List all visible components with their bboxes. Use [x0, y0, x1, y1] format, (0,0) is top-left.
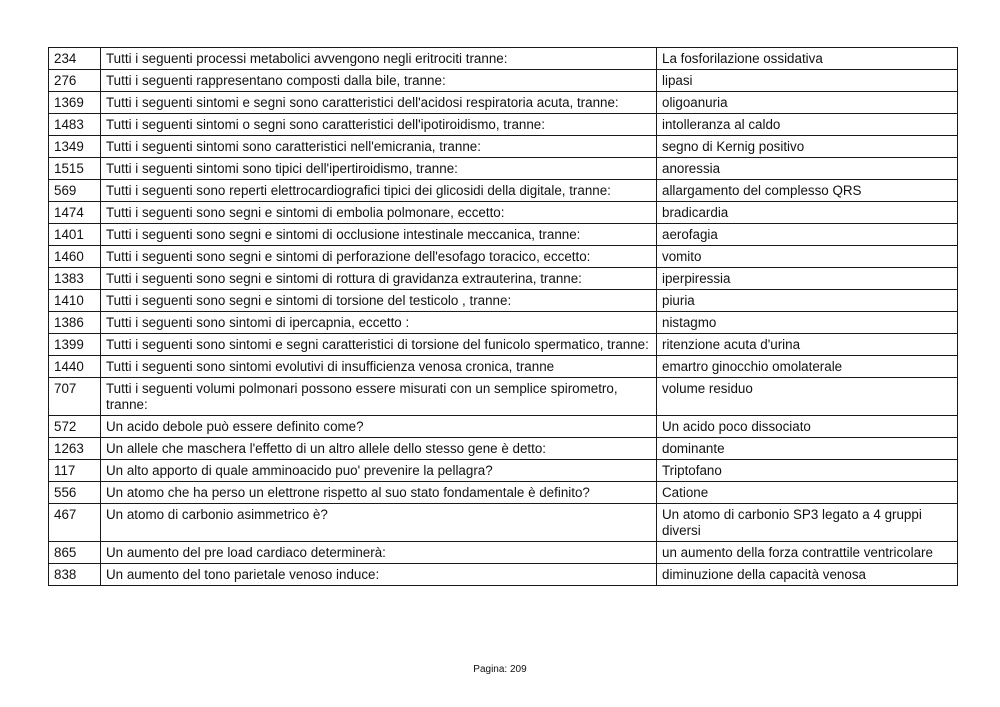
cell-answer: Triptofano — [657, 460, 958, 482]
table-row — [49, 202, 958, 224]
cell-question: Tutti i seguenti sintomi sono tipici dell'ipertiroidismo, tranne: — [101, 158, 657, 180]
cell-id: 1440 — [49, 356, 101, 378]
table-row — [49, 460, 958, 482]
cell-id: 467 — [49, 504, 101, 542]
cell-answer: vomito — [657, 246, 958, 268]
table-row — [49, 114, 958, 136]
table-row — [49, 564, 958, 586]
cell-answer: oligoanuria — [657, 92, 958, 114]
cell-answer: aerofagia — [657, 224, 958, 246]
table-row — [49, 268, 958, 290]
qa-table-body — [49, 48, 958, 586]
cell-answer: diminuzione della capacità venosa — [657, 564, 958, 586]
table-row — [49, 48, 958, 70]
cell-answer: emartro ginocchio omolaterale — [657, 356, 958, 378]
table-row — [49, 416, 958, 438]
table-row — [49, 378, 958, 416]
cell-answer: lipasi — [657, 70, 958, 92]
table-row — [49, 334, 958, 356]
cell-answer: volume residuo — [657, 378, 958, 416]
cell-answer: Un atomo di carbonio SP3 legato a 4 gruppi diversi — [657, 504, 958, 542]
cell-question: Un aumento del pre load cardiaco determinerà: — [101, 542, 657, 564]
cell-question: Un atomo che ha perso un elettrone rispetto al suo stato fondamentale è definito? — [101, 482, 657, 504]
cell-answer: La fosforilazione ossidativa — [657, 48, 958, 70]
cell-question: Tutti i seguenti rappresentano composti dalla bile, tranne: — [101, 70, 657, 92]
table-row — [49, 92, 958, 114]
table-row — [49, 224, 958, 246]
table-row — [49, 158, 958, 180]
cell-id: 1474 — [49, 202, 101, 224]
cell-id: 838 — [49, 564, 101, 586]
cell-id: 1349 — [49, 136, 101, 158]
cell-answer: iperpiressia — [657, 268, 958, 290]
cell-question: Un atomo di carbonio asimmetrico è? — [101, 504, 657, 542]
cell-question: Tutti i seguenti sono segni e sintomi di torsione del testicolo , tranne: — [101, 290, 657, 312]
cell-question: Un alto apporto di quale amminoacido puo' prevenire la pellagra? — [101, 460, 657, 482]
table-row — [49, 246, 958, 268]
cell-answer: nistagmo — [657, 312, 958, 334]
cell-id: 117 — [49, 460, 101, 482]
cell-answer: Catione — [657, 482, 958, 504]
table-row — [49, 136, 958, 158]
cell-answer: anoressia — [657, 158, 958, 180]
cell-id: 1460 — [49, 246, 101, 268]
cell-id: 1383 — [49, 268, 101, 290]
cell-question: Tutti i seguenti sono segni e sintomi di perforazione dell'esofago toracico, eccetto: — [101, 246, 657, 268]
qa-table — [48, 47, 958, 586]
table-row — [49, 290, 958, 312]
cell-answer: Un acido poco dissociato — [657, 416, 958, 438]
cell-question: Tutti i seguenti sono segni e sintomi di embolia polmonare, eccetto: — [101, 202, 657, 224]
cell-id: 1386 — [49, 312, 101, 334]
page-number: Pagina: 209 — [473, 664, 527, 675]
cell-question: Tutti i seguenti sono segni e sintomi di rottura di gravidanza extrauterina, tranne: — [101, 268, 657, 290]
cell-answer: ritenzione acuta d'urina — [657, 334, 958, 356]
table-row — [49, 180, 958, 202]
cell-question: Un allele che maschera l'effetto di un altro allele dello stesso gene è detto: — [101, 438, 657, 460]
cell-question: Tutti i seguenti sono sintomi evolutivi di insufficienza venosa cronica, tranne — [101, 356, 657, 378]
table-row — [49, 542, 958, 564]
cell-id: 707 — [49, 378, 101, 416]
cell-id: 1515 — [49, 158, 101, 180]
table-row — [49, 504, 958, 542]
cell-id: 1263 — [49, 438, 101, 460]
table-row — [49, 482, 958, 504]
cell-question: Tutti i seguenti sono sintomi di ipercapnia, eccetto : — [101, 312, 657, 334]
cell-question: Tutti i seguenti volumi polmonari possono essere misurati con un semplice spirometro, tranne: — [101, 378, 657, 416]
cell-question: Un aumento del tono parietale venoso induce: — [101, 564, 657, 586]
cell-answer: bradicardia — [657, 202, 958, 224]
cell-id: 865 — [49, 542, 101, 564]
cell-id: 276 — [49, 70, 101, 92]
table-row — [49, 356, 958, 378]
cell-question: Tutti i seguenti sono reperti elettrocardiografici tipici dei glicosidi della digitale, tranne: — [101, 180, 657, 202]
cell-answer: allargamento del complesso QRS — [657, 180, 958, 202]
cell-id: 1399 — [49, 334, 101, 356]
cell-answer: intolleranza al caldo — [657, 114, 958, 136]
cell-question: Tutti i seguenti processi metabolici avvengono negli eritrociti tranne: — [101, 48, 657, 70]
cell-question: Tutti i seguenti sintomi o segni sono caratteristici dell'ipotiroidismo, tranne: — [101, 114, 657, 136]
cell-answer: un aumento della forza contrattile ventricolare — [657, 542, 958, 564]
table-row — [49, 70, 958, 92]
cell-id: 1401 — [49, 224, 101, 246]
cell-answer: dominante — [657, 438, 958, 460]
cell-question: Tutti i seguenti sintomi sono caratteristici nell'emicrania, tranne: — [101, 136, 657, 158]
cell-id: 234 — [49, 48, 101, 70]
cell-id: 1410 — [49, 290, 101, 312]
cell-question: Tutti i seguenti sintomi e segni sono caratteristici dell'acidosi respiratoria acuta, tranne: — [101, 92, 657, 114]
page-footer — [0, 664, 1000, 675]
cell-question: Tutti i seguenti sono segni e sintomi di occlusione intestinale meccanica, tranne: — [101, 224, 657, 246]
cell-id: 572 — [49, 416, 101, 438]
cell-answer: piuria — [657, 290, 958, 312]
cell-answer: segno di Kernig positivo — [657, 136, 958, 158]
cell-question: Tutti i seguenti sono sintomi e segni caratteristici di torsione del funicolo spermatico, tranne: — [101, 334, 657, 356]
cell-id: 1369 — [49, 92, 101, 114]
cell-question: Un acido debole può essere definito come? — [101, 416, 657, 438]
table-row — [49, 312, 958, 334]
cell-id: 556 — [49, 482, 101, 504]
cell-id: 569 — [49, 180, 101, 202]
table-row — [49, 438, 958, 460]
cell-id: 1483 — [49, 114, 101, 136]
